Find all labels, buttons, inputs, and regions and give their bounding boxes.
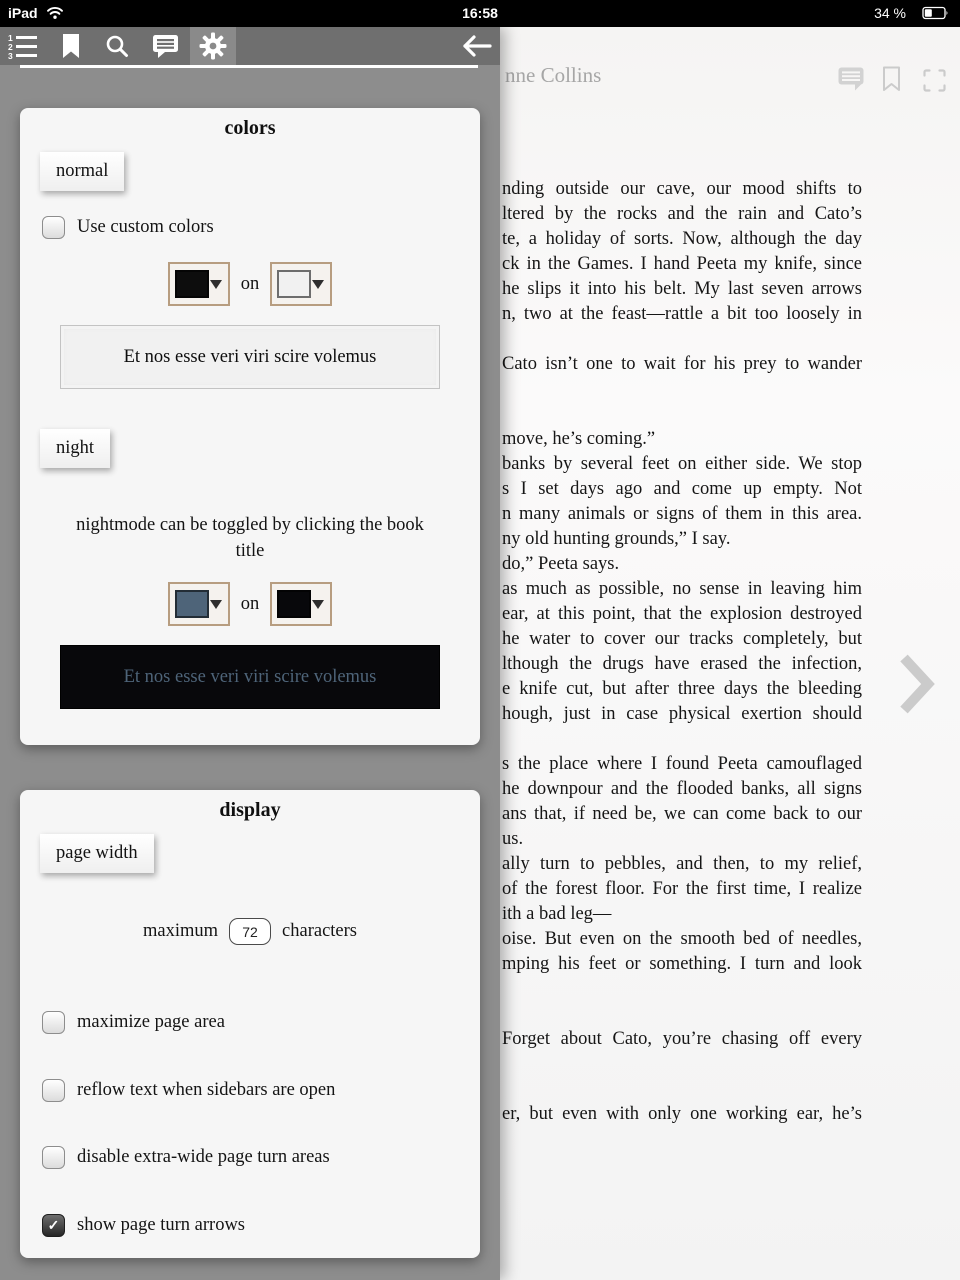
book-text-line: n many animals or signs of them in this area. xyxy=(502,504,862,524)
chevron-down-icon xyxy=(312,600,324,609)
night-colors-preview: Et nos esse veri viri scire volemus xyxy=(60,645,440,709)
book-text-gap xyxy=(502,1002,862,1027)
checkbox[interactable] xyxy=(42,1079,65,1102)
book-text-line: he slips it into his belt. My last seven arrows xyxy=(502,279,862,299)
svg-text:1: 1 xyxy=(8,33,13,43)
book-text-line: as much as possible, no sense in leaving him xyxy=(502,579,862,599)
clock: 16:58 xyxy=(462,5,498,21)
bookmark-icon[interactable] xyxy=(882,66,901,97)
book-text-line: ith a bad leg— xyxy=(502,904,612,924)
book-text-line: Forget about Cato, you’re chasing off every xyxy=(502,1029,862,1049)
checkbox-label: show page turn arrows xyxy=(77,1215,245,1235)
annotations-icon[interactable] xyxy=(838,67,865,97)
book-text-gap xyxy=(502,327,862,352)
svg-text:3: 3 xyxy=(8,51,13,59)
checkbox[interactable] xyxy=(42,1146,65,1169)
book-text-gap xyxy=(502,1077,862,1102)
night-color-pickers xyxy=(20,582,480,626)
chevron-down-icon xyxy=(210,600,222,609)
display-panel-title: display xyxy=(219,799,281,821)
book-text-line: er, but even with only one working ear, he’s xyxy=(502,1104,862,1124)
book-text-line: ans that, if need be, we can come back to our xyxy=(502,804,862,824)
book-text-line: he downpour and the flooded banks, all signs xyxy=(502,779,862,799)
page-turn-arrow[interactable] xyxy=(898,653,936,720)
normal-colors-preview: Et nos esse veri viri scire volemus xyxy=(60,325,440,389)
colors-panel xyxy=(20,108,480,745)
book-text-line: lthough the drugs have erased the infection, xyxy=(502,654,862,674)
disable-wide-page-turn-checkbox-row[interactable] xyxy=(42,1146,330,1169)
carrier-label: iPad xyxy=(8,5,38,21)
on-label: on xyxy=(240,273,260,294)
checkbox-label: disable extra-wide page turn areas xyxy=(77,1147,330,1167)
book-text-line: e knife cut, but after three days the bleeding xyxy=(502,679,862,699)
book-text-gap xyxy=(502,377,862,402)
maximize-page-area-checkbox-row[interactable] xyxy=(42,1011,225,1034)
wifi-icon xyxy=(46,6,64,23)
night-colors-button[interactable]: night xyxy=(40,429,110,468)
foreground-color-dropdown[interactable] xyxy=(168,262,230,306)
display-panel xyxy=(20,790,480,1258)
nightmode-hint: nightmode can be toggled by clicking the book title xyxy=(76,515,424,561)
colors-panel-title: colors xyxy=(224,117,276,139)
settings-sidebar xyxy=(0,27,500,1280)
fullscreen-icon[interactable] xyxy=(923,69,946,97)
book-text-line: s I set days ago and come up empty. Not xyxy=(502,479,862,499)
checkbox-label: Use custom colors xyxy=(77,217,214,237)
night-foreground-color-dropdown[interactable] xyxy=(168,582,230,626)
book-text-gap xyxy=(502,1052,862,1077)
book-text-line: nding outside our cave, our mood shifts to xyxy=(502,179,862,199)
checkbox[interactable] xyxy=(42,216,65,239)
book-text-line: oise. But even on the smooth bed of needles, xyxy=(502,929,862,949)
background-color-swatch xyxy=(277,270,311,298)
checkbox[interactable] xyxy=(42,1214,65,1237)
characters-label: characters xyxy=(282,921,357,941)
book-text-line: te, a holiday of sorts. Now, although the day xyxy=(502,229,862,249)
book-text-line: of the forest floor. For the first time, I realize xyxy=(502,879,862,899)
svg-text:2: 2 xyxy=(8,42,13,52)
checkbox-label: maximize page area xyxy=(77,1012,225,1032)
max-characters-input[interactable] xyxy=(229,918,271,945)
chevron-down-icon xyxy=(312,280,324,289)
back-arrow-icon[interactable] xyxy=(458,27,496,65)
book-text-line: banks by several feet on either side. We stop xyxy=(502,454,862,474)
chevron-down-icon xyxy=(210,280,222,289)
book-text-line: move, he’s coming.” xyxy=(502,429,656,449)
settings-gear-icon[interactable] xyxy=(190,27,236,65)
book-text-line: s the place where I found Peeta camouflaged xyxy=(502,754,862,774)
max-characters-row xyxy=(20,918,480,945)
toc-icon[interactable] xyxy=(6,27,40,65)
show-page-turn-arrows-checkbox-row[interactable] xyxy=(42,1214,245,1237)
night-background-color-swatch xyxy=(277,590,311,618)
book-text-line: ny old hunting grounds,” I say. xyxy=(502,529,731,549)
book-title[interactable]: nne Collins xyxy=(505,63,602,87)
book-text-line: mping his feet or something. I turn and look xyxy=(502,954,862,974)
background-color-dropdown[interactable] xyxy=(270,262,332,306)
book-text-line: ltered by the rocks and the rain and Cato’s xyxy=(502,204,862,224)
normal-colors-button[interactable]: normal xyxy=(40,152,124,191)
check-icon: ✓ xyxy=(47,1216,60,1233)
annotations-icon[interactable] xyxy=(149,27,181,65)
search-icon[interactable] xyxy=(102,27,132,65)
book-text-line: do,” Peeta says. xyxy=(502,554,620,574)
book-text-line: hough, just in case physical exertion should xyxy=(502,704,862,724)
on-label: on xyxy=(240,593,260,614)
night-background-color-dropdown[interactable] xyxy=(270,582,332,626)
night-foreground-color-swatch xyxy=(175,590,209,618)
status-bar xyxy=(0,0,960,27)
book-text-column xyxy=(502,177,862,1127)
book-text-line: ally turn to pebbles, and then, to my relief, xyxy=(502,854,862,874)
page-width-button[interactable]: page width xyxy=(40,834,154,873)
bookmark-icon[interactable] xyxy=(56,27,86,65)
use-custom-colors-checkbox-row[interactable] xyxy=(42,216,214,239)
book-text-line: he water to cover our tracks completely, but xyxy=(502,629,862,649)
battery-icon xyxy=(922,6,950,23)
maximum-label: maximum xyxy=(143,921,219,941)
normal-color-pickers xyxy=(20,262,480,306)
book-text-line: ck in the Games. I hand Peeta my knife, since xyxy=(502,254,862,274)
book-text-gap xyxy=(502,727,862,752)
book-text-line: Cato isn’t one to wait for his prey to wander xyxy=(502,354,862,374)
checkbox[interactable] xyxy=(42,1011,65,1034)
book-text-gap xyxy=(502,402,862,427)
book-text-line: ear, at this point, that the explosion destroyed xyxy=(502,604,862,624)
checkbox-label: reflow text when sidebars are open xyxy=(77,1080,336,1100)
battery-percent: 34 % xyxy=(874,5,906,21)
foreground-color-swatch xyxy=(175,270,209,298)
reader-toolbar xyxy=(0,27,500,65)
toolbar-underline xyxy=(20,65,478,68)
book-text-gap xyxy=(502,977,862,1002)
reflow-text-checkbox-row[interactable] xyxy=(42,1079,335,1102)
book-text-line: us. xyxy=(502,829,524,849)
book-text-line: n, two at the feast—rattle a bit too loosely in xyxy=(502,304,862,324)
